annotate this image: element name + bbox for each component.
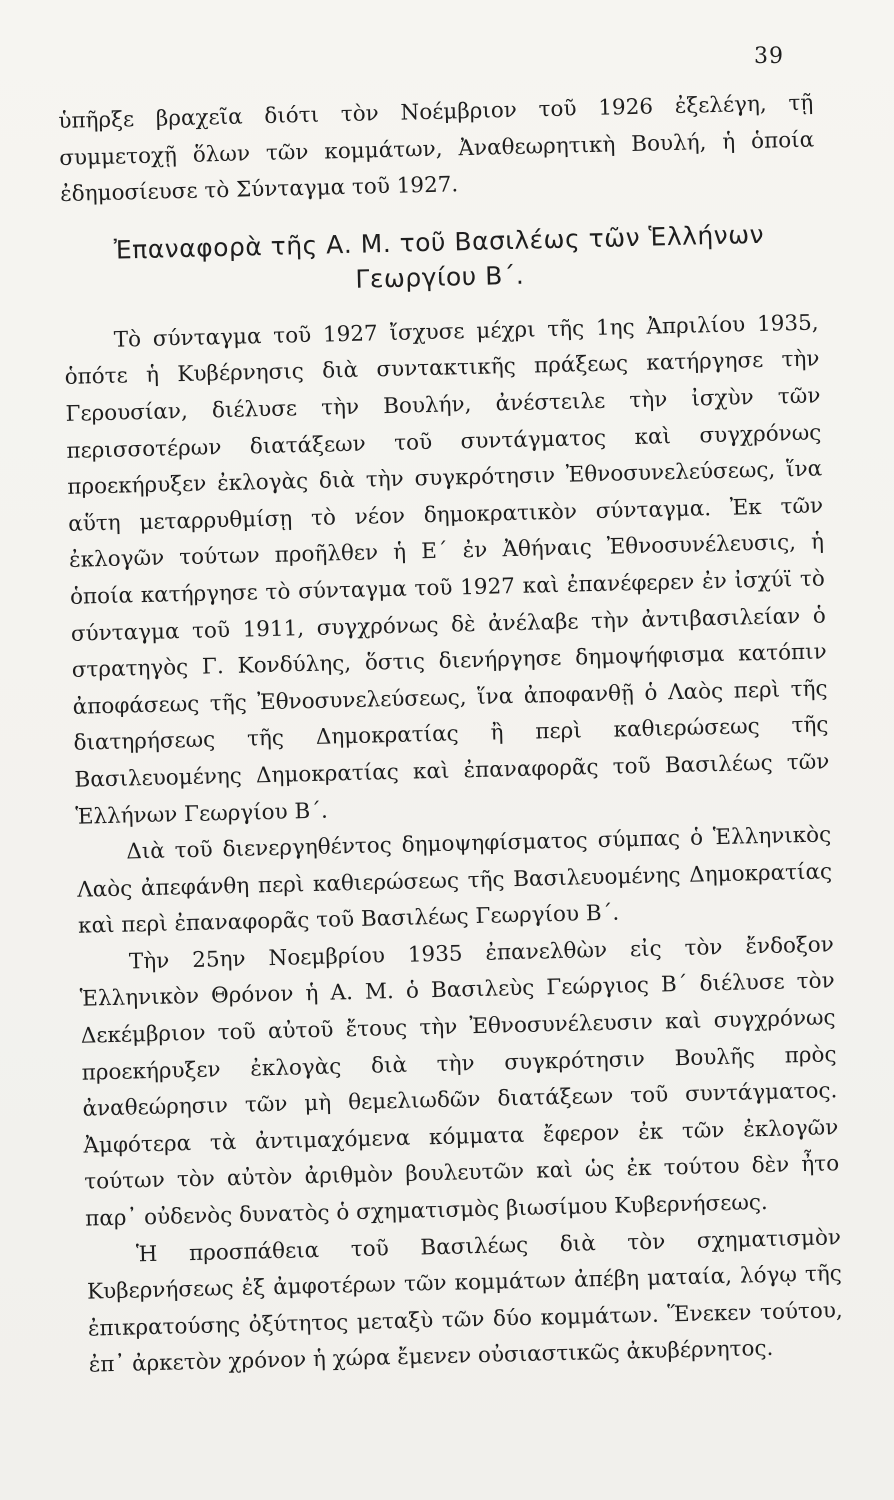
section-heading bbox=[61, 215, 817, 303]
intro-paragraph: ὑπῆρξε βραχεῖα διότι τὸν Νοέμβριον τοῦ 1926 ἐξελέγη, τῇ συμμετοχῇ ὅλων τῶν κομμάτων, Ἀναθεωρητικὴ Βουλή, ἡ ὁποία ἐδημοσίευσε τὸ Σύνταγμα τοῦ 1927. bbox=[58, 90, 815, 208]
body-paragraph-4: Ἡ προσπάθεια τοῦ Βασιλέως διὰ τὸν σχηματισμὸν Κυβερνήσεως ἐξ ἀμφοτέρων τῶν κομμάτων ἀπέβη ματαία, λόγῳ τῆς ἐπικρατούσης ὀξύτητος μεταξὺ τῶν δύο κομμάτων. Ἕνεκεν τούτου, ἐπ᾽ ἀρκετὸν χρόνον ἡ χώρα ἔμενεν οὐσιαστικῶς ἀκυβέρνητος. bbox=[86, 1224, 844, 1379]
page-content bbox=[58, 86, 844, 1385]
body-paragraph-1: Τὸ σύνταγμα τοῦ 1927 ἴσχυσε μέχρι τῆς 1ης Ἀπριλίου 1935, ὁπότε ἡ Κυβέρνησις διὰ συντακτικῆς πράξεως κατήργησε τὴν Γερουσίαν, διέλυσε τὴν Βουλήν, ἀνέστειλε τὴν ἰσχὺν τῶν περισσοτέρων διατάξεων τοῦ συντάγματος καὶ συγχρόνως προεκήρυξεν ἐκλογὰς διὰ τὴν συγκρότησιν Ἐθνοσυνελεύσεως, ἵνα αὕτη μεταρρυθμίσῃ τὸ νέον δημοκρατικὸν σύνταγμα. Ἐκ τῶν ἐκλογῶν τούτων προῆλθεν ἡ Ε΄ ἐν Ἀθήναις Ἐθνοσυνέλευσις, ἡ ὁποία κατήργησε τὸ σύνταγμα τοῦ 1927 καὶ ἐπανέφερεν ἐν ἰσχύϊ τὸ σύνταγμα τοῦ 1911, συγχρόνως δὲ ἀνέλαβε τὴν ἀντιβασιλείαν ὁ στρατηγὸς Γ. Κονδύλης, ὅστις διενήργησε δημοψήφισμα κατόπιν ἀποφάσεως τῆς Ἐθνοσυνελεύσεως, ἵνα ἀποφανθῇ ὁ Λαὸς περὶ τῆς διατηρήσεως τῆς Δημοκρατίας ἢ περὶ καθιερώσεως τῆς Βασιλευομένης Δημοκρατίας καὶ ἐπαναφορᾶς τοῦ Βασιλέως τῶν Ἑλλήνων Γεωργίου Β΄. bbox=[64, 310, 830, 830]
section-heading-line-2: Γεωργίου Β΄. bbox=[355, 260, 525, 294]
body-paragraph-2: Διὰ τοῦ διενεργηθέντος δημοψηφίσματος σύμπας ὁ Ἑλληνικὸς Λαὸς ἀπεφάνθη περὶ καθιερώσεως τῆς Βασιλευομένης Δημοκρατίας καὶ περὶ ἐπαναφορᾶς τοῦ Βασιλέως Γεωργίου Β΄. bbox=[76, 822, 833, 940]
page-number: 39 bbox=[754, 44, 784, 69]
section-heading-line-1: Ἐπαναφορὰ τῆς Α. Μ. τοῦ Βασιλέως τῶν Ἑλλήνων bbox=[113, 219, 765, 265]
body-paragraph-3: Τὴν 25ην Νοεμβρίου 1935 ἐπανελθὼν εἰς τὸν ἔνδοξον Ἑλληνικὸν Θρόνον ἡ Α. Μ. ὁ Βασιλεὺς Γεώργιος Β΄ διέλυσε τὸν Δεκέμβριον τοῦ αὐτοῦ ἔτους τὴν Ἐθνοσυνέλευσιν καὶ συγχρόνως προεκήρυξεν ἐκλογὰς διὰ τὴν συγκρότησιν Βουλῆς πρὸς ἀναθεώρησιν τῶν μὴ θεμελιωδῶν διατάξεων τοῦ συντάγματος. Ἀμφότερα τὰ ἀντιμαχόμενα κόμματα ἔφερον ἐκ τῶν ἐκλογῶν τούτων τὸν αὐτὸν ἀριθμὸν βουλευτῶν καὶ ὡς ἐκ τούτου δὲν ἦτο παρ᾽ οὐδενὸς δυνατὸς ὁ σχηματισμὸς βιωσίμου Κυβερνήσεως. bbox=[79, 932, 840, 1232]
